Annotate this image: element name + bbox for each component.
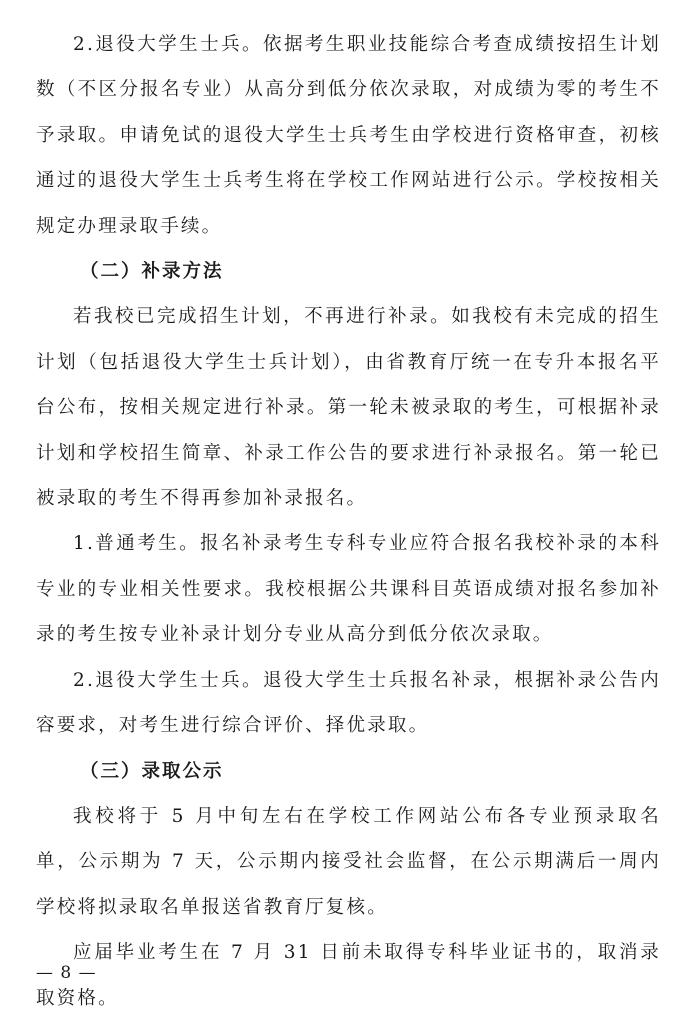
paragraph-supplementary-overview: 若我校已完成招生计划，不再进行补录。如我校有未完成的招生计划（包括退役大学生士兵计划），由省教育厅统一在专升本报名平台公布，按相关规定进行补录。第一轮未被录取的考生，可根据补录计划和学校招生简章、补录工作公告的要求进行补录报名。第一轮已被录取的考生不得再参加补录报名。: [36, 306, 661, 510]
section-heading-admission-publicity: （三）录取公示: [80, 760, 224, 782]
page-number: — 8 —: [36, 963, 97, 983]
paragraph-publicity-schedule: 我校将于 5 月中旬左右在学校工作网站公布各专业预录取名单，公示期为 7 天，公示期内接受社会监督，在公示期满后一周内学校将拟录取名单报送省教育厅复核。: [36, 805, 661, 918]
paragraph-veteran-supplementary: 2.退役大学生士兵。退役大学生士兵报名补录，根据补录公告内容要求，对考生进行综合评价、择优录取。: [36, 669, 661, 737]
paragraph-regular-candidates: 1.普通考生。报名补录考生专科专业应符合报名我校补录的本科专业的专业相关性要求。我校根据公共课科目英语成绩对报名参加补录的考生按专业补录计划分专业从高分到低分依次录取。: [36, 533, 661, 646]
paragraph-veteran-admission: 2.退役大学生士兵。依据考生职业技能综合考查成绩按招生计划数（不区分报名专业）从高分到低分依次录取，对成绩为零的考生不予录取。申请免试的退役大学生士兵考生由学校进行资格审查，初核通过的退役大学生士兵考生将在学校工作网站进行公示。学校按相关规定办理录取手续。: [36, 34, 661, 237]
paragraph-graduation-requirement: 应届毕业考生在 7 月 31 日前未取得专科毕业证书的，取消录取资格。: [36, 942, 661, 1009]
section-heading-supplementary-method: （二）补录方法: [80, 261, 224, 283]
document-body: [36, 22, 661, 1021]
